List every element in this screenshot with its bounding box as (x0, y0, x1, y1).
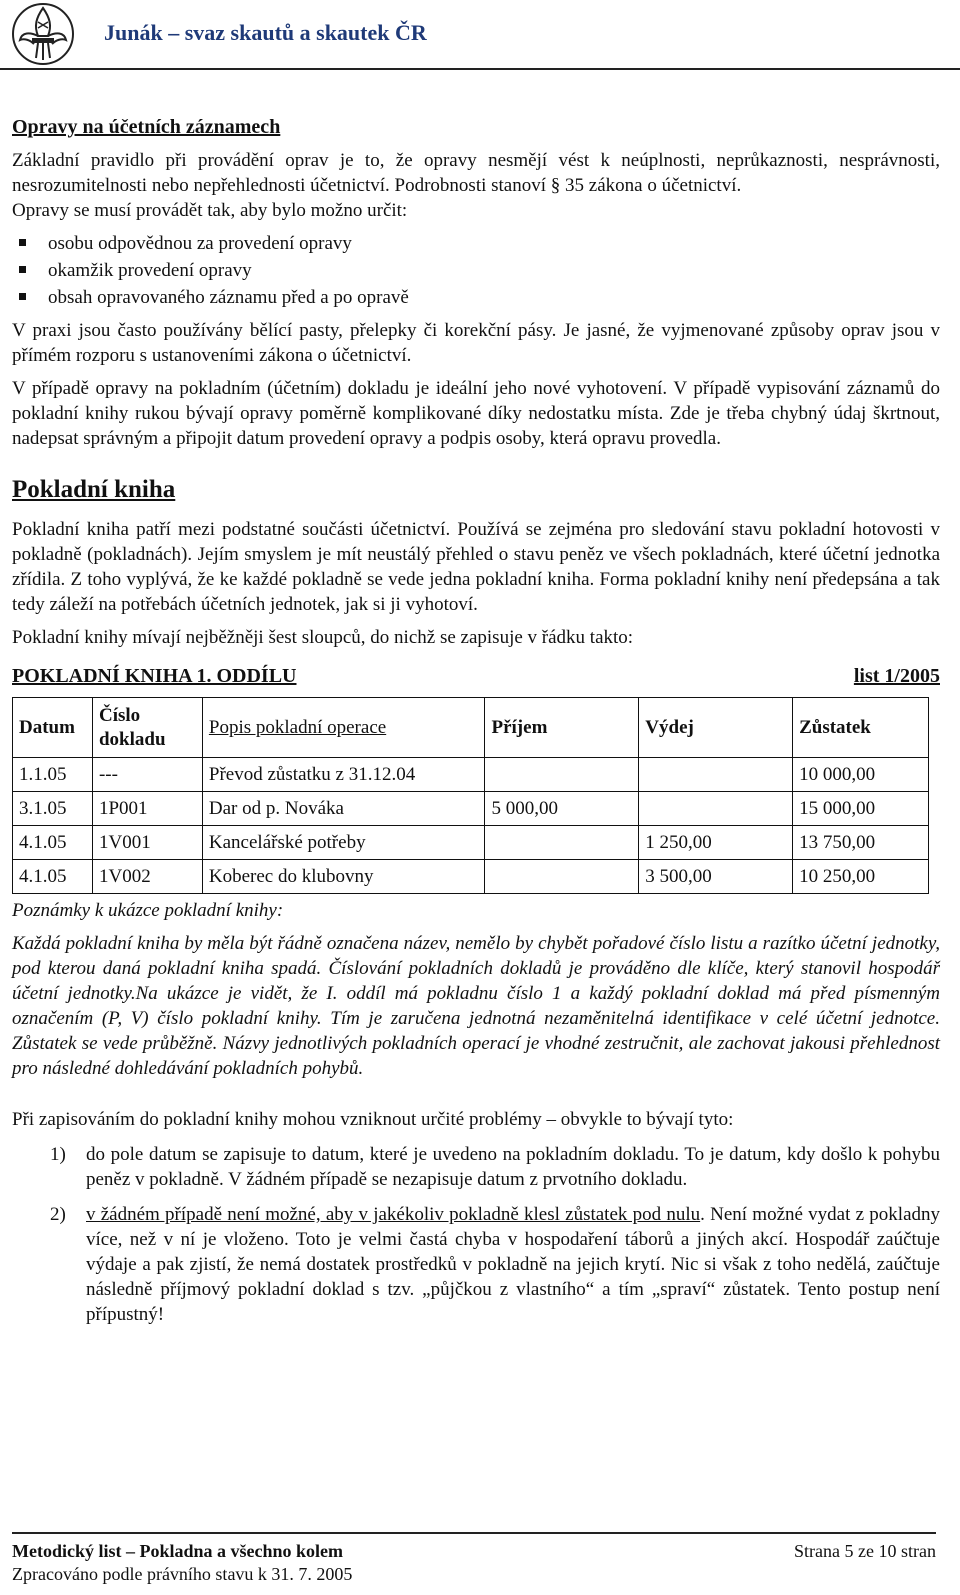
table-cell (485, 826, 639, 860)
paragraph: Základní pravidlo při provádění oprav je to, že opravy nesmějí vést k neúplnosti, neprůkaznosti, nesprávnosti, nesrozumitelnosti nebo nepřehlednosti účetnictví. Podrobnosti stanoví § 35 zákona o účetnictví. (12, 150, 940, 196)
column-header: Popis pokladní operace (202, 698, 485, 758)
table-cell (485, 860, 639, 894)
table-cell: 1P001 (92, 792, 202, 826)
table-cell: 1V001 (92, 826, 202, 860)
column-header: Výdej (639, 698, 793, 758)
paragraph: V případě opravy na pokladním (účetním) dokladu je ideální jeho nové vyhotovení. V případě vypisování záznamů do pokladní knihy rukou bývají opravy poměrně komplikované díky nedostatku místa. Zde je třeba chybný údaj škrtnout, nadepsat správným a připojit datum provedení opravy a podpis osoby, která opravu provedla. (12, 378, 940, 449)
table-cell: 1V002 (92, 860, 202, 894)
notes-title: Poznámky k ukázce pokladní knihy: (12, 900, 284, 921)
table-cell: Převod zůstatku z 31.12.04 (202, 758, 485, 792)
notes-paragraph: Každá pokladní kniha by měla být řádně označena název, nemělo by chybět pořadové číslo listu a razítko účetní jednotky, pod kterou daná pokladní kniha spadá. Číslování pokladních dokladů je prováděno dle klíče, který stanovil hospodář účetní jednotky.Na ukázce je vidět, že I. oddíl má pokladnu číslo 1 a každý pokladní doklad má před písmenným označením (P, V) číslo pokladní knihy. Tím je zaručena jednotná nezaměnitelná identifikace v celé účetní jednotce. Zůstatek se vede průběžně. Názvy jednotlivých pokladních operací je vhodné zestručnit, ale zachovat jakousi přehlednost pro následné dohledávání pokladních pohybů. (12, 933, 940, 1079)
table-cell (639, 792, 793, 826)
table-cell: 5 000,00 (485, 792, 639, 826)
table-cell: 10 250,00 (793, 860, 929, 894)
list-number: 2) (50, 1204, 66, 1225)
table-cell: 4.1.05 (13, 860, 93, 894)
ledger-title: POKLADNÍ KNIHA 1. ODDÍLU (12, 665, 297, 687)
column-header: Příjem (485, 698, 639, 758)
problems-list (12, 1142, 940, 1327)
table-row (13, 826, 929, 860)
page-footer (12, 1532, 936, 1586)
column-header: Číslo dokladu (92, 698, 202, 758)
paragraph: Při zapisováním do pokladní knihy mohou vzniknout určité problémy – obvykle to bývají tyto: (12, 1109, 734, 1130)
list-item-emphasis: v žádném případě není možné, aby v jakékoliv pokladně klesl zůstatek pod nulu (86, 1204, 701, 1225)
ledger-heading (12, 664, 940, 689)
table-cell: Dar od p. Nováka (202, 792, 485, 826)
paragraph: Pokladní knihy mívají nejběžněji šest sloupců, do nichž se zapisuje v řádku takto: (12, 627, 634, 648)
list-item: obsah opravovaného záznamu před a po opravě (48, 285, 940, 310)
table-cell: --- (92, 758, 202, 792)
paragraph: Pokladní kniha patří mezi podstatné součásti účetnictví. Používá se zejména pro sledování stavu pokladní hotovosti v pokladně (pokladnách). Jejím smyslem je mít neustálý přehled o stavu peněz ve všech pokladnách, které účetní jednotka zřídila. Z toho vyplývá, že ke každé pokladně se vede jedna pokladní kniha. Forma pokladní knihy není předepsána a tak tedy záleží na potřebách účetních jednotek, jak si ji vyhotoví. (12, 519, 940, 615)
column-header: Zůstatek (793, 698, 929, 758)
table-cell (639, 758, 793, 792)
list-item: osobu odpovědnou za provedení opravy (48, 231, 940, 256)
column-header: Datum (13, 698, 93, 758)
section-title-corrections: Opravy na účetních záznamech (12, 116, 281, 138)
table-cell: 13 750,00 (793, 826, 929, 860)
list-item-text: . Není možné vydat z pokladny více, než v ní je vloženo. Toto je velmi častá chyba v hospodaření táborů a jiných akcí. Hospodář zaúčtuje výdaje a pak zjistí, že nemá dostatek prostředků v pokladně na jejich krytí. Nic si však z toho nedělá, zaúčtuje následně příjmový pokladní doklad s tzv. „půjčkou z vlastního“ a tím „spraví“ zůstatek. Tento postup není přípustný! (86, 1204, 941, 1325)
scout-lily-logo (8, 2, 78, 66)
table-cell: 3.1.05 (13, 792, 93, 826)
list-item (12, 1142, 940, 1192)
table-row (13, 792, 929, 826)
list-number: 1) (50, 1144, 66, 1165)
table-cell: Koberec do klubovny (202, 860, 485, 894)
ledger-sheet: list 1/2005 (853, 665, 940, 687)
page-header (0, 0, 960, 70)
document-body (12, 115, 940, 1337)
footer-page-number: Strana 5 ze 10 stran (794, 1541, 936, 1561)
section-title-cashbook: Pokladní kniha (12, 476, 176, 503)
list-item (12, 1202, 940, 1327)
list-item-text: do pole datum se zapisuje to datum, které je uvedeno na pokladním dokladu. To je datum, kdy došlo k pohybu peněz v pokladně. V žádném případě se nezapisuje datum z prvotního dokladu. (86, 1144, 940, 1190)
footer-legal-date: Zpracováno podle právního stavu k 31. 7. 2005 (12, 1564, 353, 1584)
table-header-row (13, 698, 929, 758)
bullet-list (12, 231, 940, 310)
table-cell: 10 000,00 (793, 758, 929, 792)
table-cell: 1 250,00 (639, 826, 793, 860)
table-cell (485, 758, 639, 792)
ledger-table (12, 697, 929, 894)
header-title: Junák – svaz skautů a skautek ČR (104, 20, 427, 45)
table-cell: 1.1.05 (13, 758, 93, 792)
table-cell: Kancelářské potřeby (202, 826, 485, 860)
paragraph: V praxi jsou často používány bělící pasty, přelepky či korekční pásy. Je jasné, že vyjmenované způsoby oprav jsou v přímém rozporu s ustanoveními zákona o účetnictví. (12, 320, 940, 366)
footer-doc-title: Metodický list – Pokladna a všechno kolem (12, 1541, 344, 1561)
table-cell: 15 000,00 (793, 792, 929, 826)
table-row (13, 860, 929, 894)
table-row (13, 758, 929, 792)
table-cell: 3 500,00 (639, 860, 793, 894)
paragraph: Opravy se musí provádět tak, aby bylo možno určit: (12, 200, 408, 221)
table-cell: 4.1.05 (13, 826, 93, 860)
list-item: okamžik provedení opravy (48, 258, 940, 283)
